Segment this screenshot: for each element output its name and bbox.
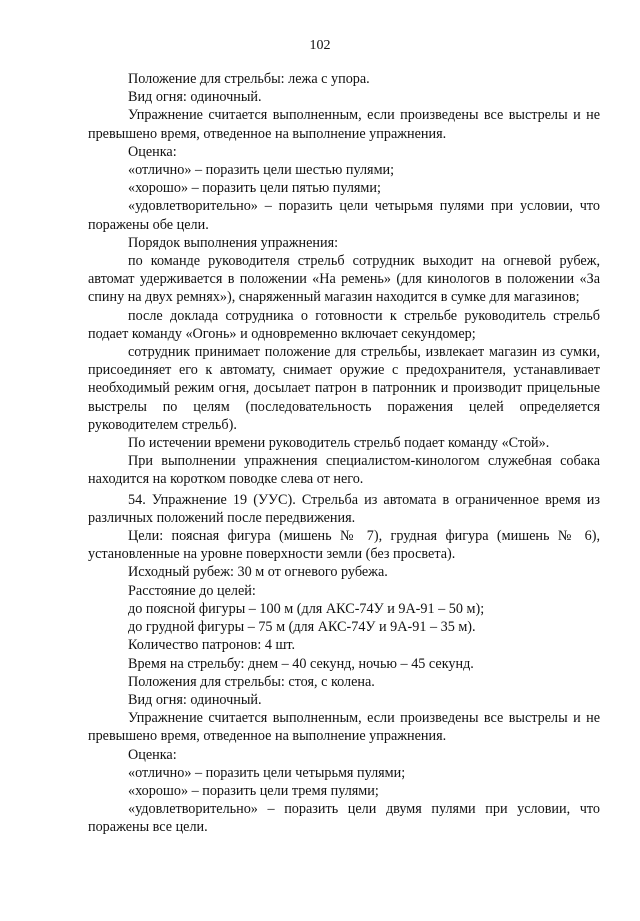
paragraph: Расстояние до целей: xyxy=(128,582,256,599)
paragraph: Исходный рубеж: 30 м от огневого рубежа. xyxy=(128,564,388,581)
paragraph: Упражнение считается выполненным, если произведены все выстрелы и не превышено время, отведенное на выполнение упражнения. xyxy=(88,107,600,142)
document-body xyxy=(88,70,600,837)
section-heading-paragraph: 54. Упражнение 19 (УУС). Стрельба из автомата в ограниченное время из различных положений после передвижения. xyxy=(88,491,600,526)
paragraph: Количество патронов: 4 шт. xyxy=(128,637,296,654)
paragraph: Положение для стрельбы: лежа с упора. xyxy=(128,71,370,87)
paragraph: Цели: поясная фигура (мишень № 7), грудная фигура (мишень № 6), установленные на уровне поверхности земли (без просвета). xyxy=(88,528,600,563)
paragraph: Упражнение считается выполненным, если произведены все выстрелы и не превышено время, отведенное на выполнение упражнения. xyxy=(88,710,600,745)
paragraph: по команде руководителя стрельб сотрудник выходит на огневой рубеж, автомат удерживается в положении «На ремень» (для кинологов в положении «За спину на двух ремнях»), снаряженный магазин находится в сумке для магазинов; xyxy=(88,253,600,306)
paragraph: Оценка: xyxy=(128,143,177,160)
paragraph: после доклада сотрудника о готовности к стрельбе руководитель стрельб подает команду «Огонь» и одновременно включает секундомер; xyxy=(88,307,600,342)
paragraph: При выполнении упражнения специалистом-кинологом служебная собака находится на коротком поводке слева от него. xyxy=(88,453,600,488)
paragraph: «удовлетворительно» – поразить цели двумя пулями при условии, что поражены все цели. xyxy=(88,801,600,836)
paragraph: Вид огня: одиночный. xyxy=(128,691,262,708)
paragraph: Порядок выполнения упражнения: xyxy=(128,234,339,251)
paragraph: Время на стрельбу: днем – 40 секунд, ночью – 45 секунд. xyxy=(128,655,474,672)
paragraph: «хорошо» – поразить цели тремя пулями; xyxy=(128,782,379,799)
paragraph: «отлично» – поразить цели шестью пулями; xyxy=(128,162,395,179)
paragraph: до поясной фигуры – 100 м (для АКС-74У и 9А-91 – 50 м); xyxy=(128,600,485,617)
paragraph: сотрудник принимает положение для стрельбы, извлекает магазин из сумки, присоединяет его к автомату, снимает оружие с предохранителя, устанавливает необходимый режим огня, досылает патрон в патронник и производит прицельные выстрелы по целям (последовательность поражения целей определяется руководителем стрельб). xyxy=(88,344,600,433)
paragraph: до грудной фигуры – 75 м (для АКС-74У и 9А-91 – 35 м). xyxy=(128,619,476,636)
paragraph: «удовлетворительно» – поразить цели четырьмя пулями при условии, что поражены обе цели. xyxy=(88,198,600,233)
paragraph: «хорошо» – поразить цели пятью пулями; xyxy=(128,180,381,197)
page-number: 102 xyxy=(309,38,331,53)
paragraph: Вид огня: одиночный. xyxy=(128,89,262,106)
paragraph: Оценка: xyxy=(128,746,177,763)
paragraph: По истечении времени руководитель стрельб подает команду «Стой». xyxy=(128,435,550,452)
paragraph: Положения для стрельбы: стоя, с колена. xyxy=(128,673,375,690)
paragraph: «отлично» – поразить цели четырьмя пулями; xyxy=(128,764,406,781)
